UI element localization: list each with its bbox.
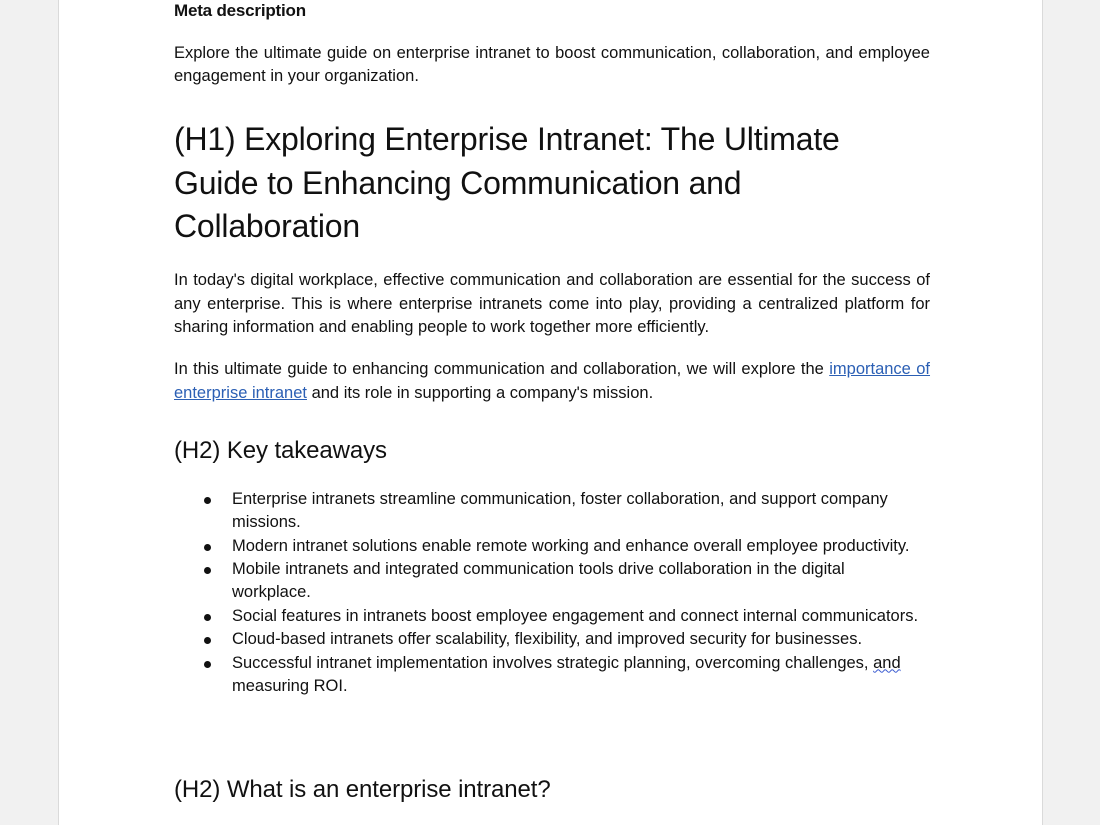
list-item-text: Enterprise intranets streamline communication, foster collaboration, and support company missions. <box>232 490 888 531</box>
intro-paragraph-2-text-end: and its role in supporting a company's mission. <box>307 383 654 402</box>
list-item-text: Cloud-based intranets offer scalability, flexibility, and improved security for businesses. <box>232 630 863 648</box>
list-item <box>204 558 924 604</box>
spellcheck-flagged-word[interactable]: and <box>873 653 901 672</box>
list-item-text: Social features in intranets boost employee engagement and connect internal communicators. <box>232 606 919 625</box>
key-takeaways-list <box>204 488 924 698</box>
document-page <box>58 0 1043 825</box>
bullet-icon <box>204 567 211 574</box>
bullet-icon <box>204 661 211 668</box>
bullet-icon <box>204 614 211 621</box>
intro-paragraph-2-text-start: In this ultimate guide to enhancing communication and collaboration, we will explore the <box>174 360 830 378</box>
page-title: (H1) Exploring Enterprise Intranet: The Ultimate Guide to Enhancing Communication and Collaboration <box>174 121 840 244</box>
list-item-text-start: Successful intranet implementation involves strategic planning, overcoming challenges, <box>232 653 874 672</box>
list-item <box>204 488 924 534</box>
intro-paragraph-2 <box>174 358 930 405</box>
list-item <box>204 628 924 651</box>
intro-paragraph-1: In today's digital workplace, effective communication and collaboration are essential for the success of any enterprise. This is where enterprise intranets come into play, providing a centralized platform for sharing information and enabling people to work together more efficiently. <box>174 271 930 336</box>
bullet-icon <box>204 637 211 644</box>
list-item <box>204 652 924 698</box>
what-is-enterprise-intranet-heading: (H2) What is an enterprise intranet? <box>174 776 551 803</box>
key-takeaways-heading: (H2) Key takeaways <box>174 437 387 464</box>
bullet-icon <box>204 544 211 551</box>
bullet-icon <box>204 497 211 504</box>
list-item-text: Mobile intranets and integrated communication tools drive collaboration in the digital workplace. <box>232 560 845 601</box>
list-item <box>204 535 924 558</box>
meta-description-text: Explore the ultimate guide on enterprise intranet to boost communication, collaboration, and employee engagement in your organization. <box>174 44 930 85</box>
list-item-text-end: measuring ROI. <box>232 676 348 695</box>
list-item <box>204 605 924 628</box>
meta-description-label: Meta description <box>174 1 306 20</box>
importance-of-enterprise-intranet-link[interactable]: importance of enterprise intranet <box>174 360 931 402</box>
list-item-text: Modern intranet solutions enable remote working and enhance overall employee productivity. <box>232 536 910 555</box>
